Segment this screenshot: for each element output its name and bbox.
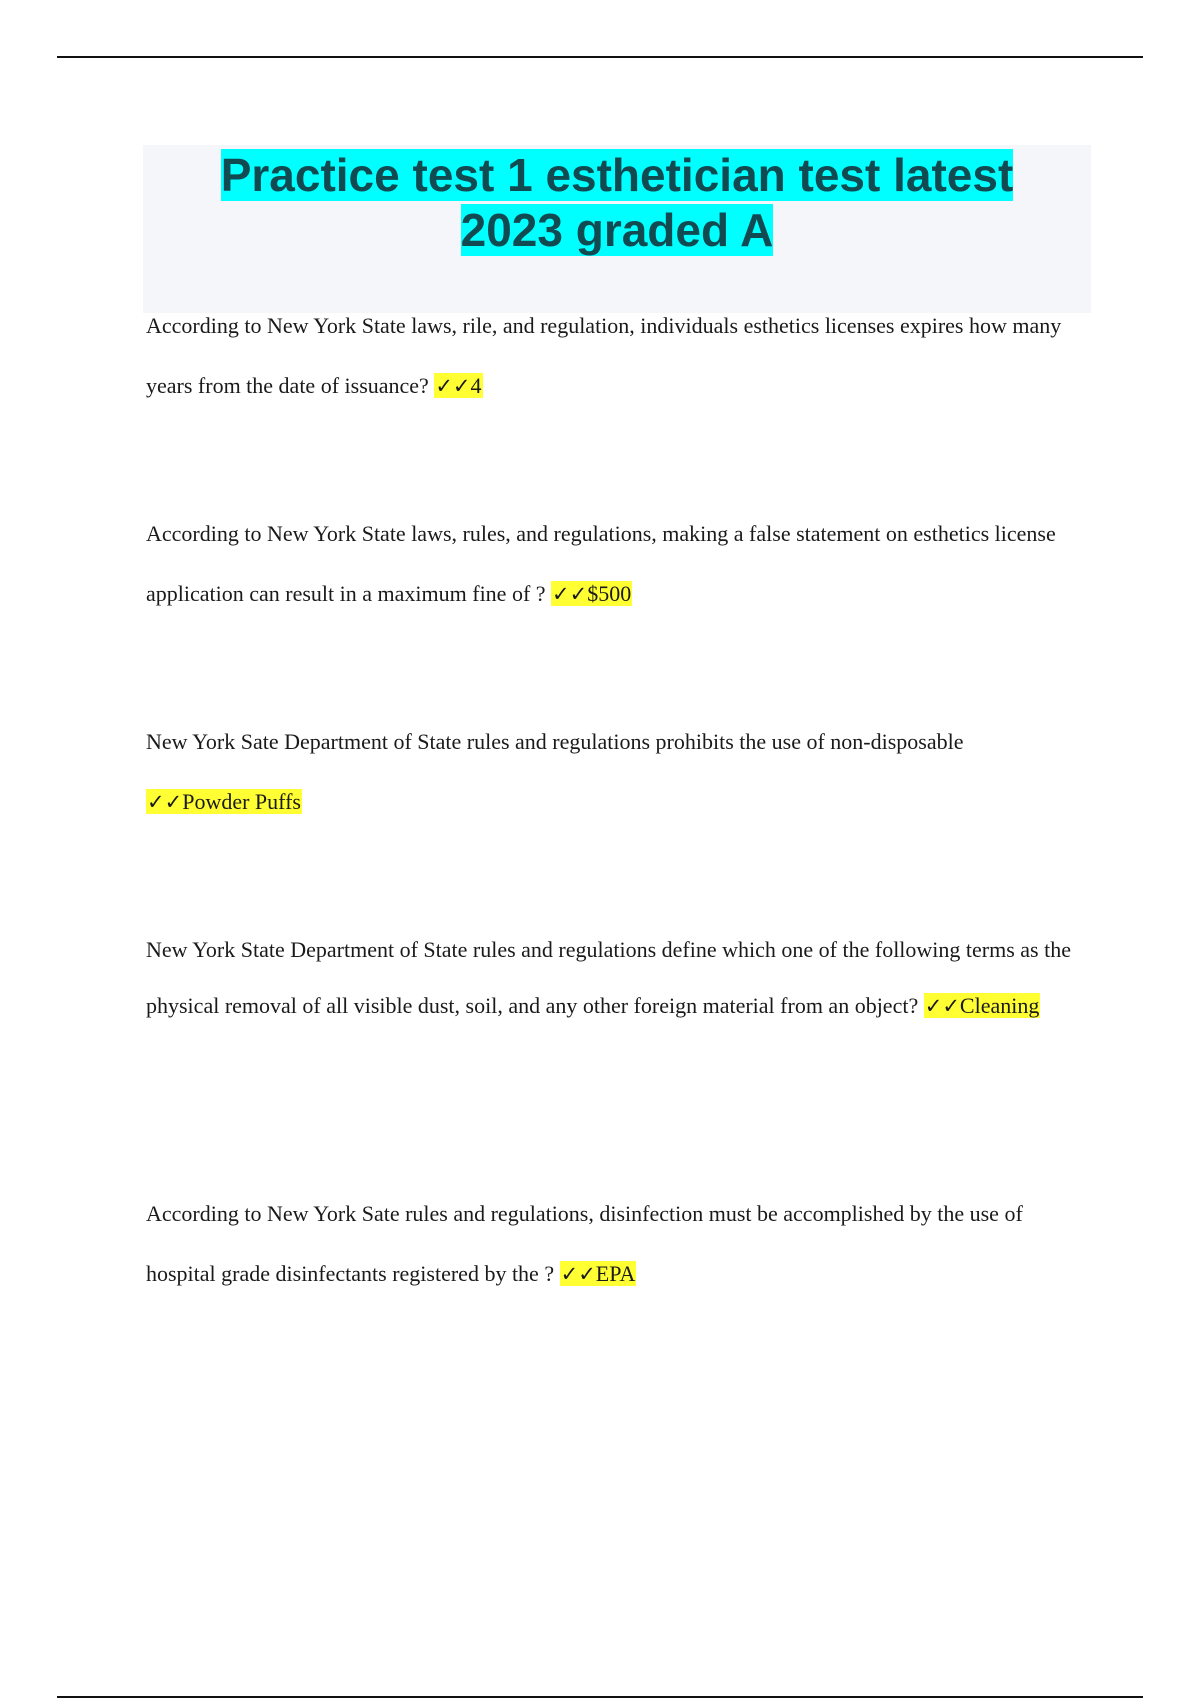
question-text: According to New York Sate rules and regulations, disinfection must be accomplished by the use of hospital grade disinfectants registered by the ?	[146, 1201, 1023, 1286]
check-icon: ✓✓	[435, 374, 471, 398]
answer-text: EPA	[595, 1261, 636, 1286]
check-icon: ✓✓	[560, 1262, 596, 1286]
answer-highlight	[560, 1261, 637, 1286]
answer-text: $500	[587, 581, 632, 606]
question-2	[146, 504, 1096, 624]
question-3	[146, 712, 1096, 832]
title-line-1: Practice test 1 esthetician test latest	[220, 149, 1014, 201]
question-5	[146, 1184, 1096, 1304]
answer-highlight	[551, 581, 632, 606]
answer-text: 4	[470, 373, 482, 398]
top-rule	[57, 56, 1143, 58]
check-icon: ✓✓	[552, 582, 588, 606]
document-title	[143, 145, 1091, 313]
question-text: New York State Department of State rules and regulations define which one of the following terms as the physical removal of all visible dust, soil, and any other foreign material from an object?	[146, 937, 1071, 1018]
answer-highlight	[434, 373, 482, 398]
bottom-rule	[57, 1696, 1143, 1698]
answer-highlight	[924, 993, 1041, 1018]
question-4	[146, 922, 1096, 1034]
question-text: According to New York State laws, rile, and regulation, individuals esthetics licenses expires how many years from the date of issuance?	[146, 313, 1062, 398]
answer-text: Powder Puffs	[182, 789, 301, 814]
question-text: According to New York State laws, rules, and regulations, making a false statement on esthetics license application can result in a maximum fine of ?	[146, 521, 1056, 606]
question-1	[146, 296, 1096, 416]
answer-text: Cleaning	[959, 993, 1040, 1018]
title-line-2: 2023 graded A	[460, 204, 774, 256]
answer-highlight	[146, 789, 302, 814]
check-icon: ✓✓	[147, 790, 183, 814]
question-text: New York Sate Department of State rules and regulations prohibits the use of non-disposable	[146, 729, 964, 754]
check-icon: ✓✓	[924, 994, 960, 1018]
